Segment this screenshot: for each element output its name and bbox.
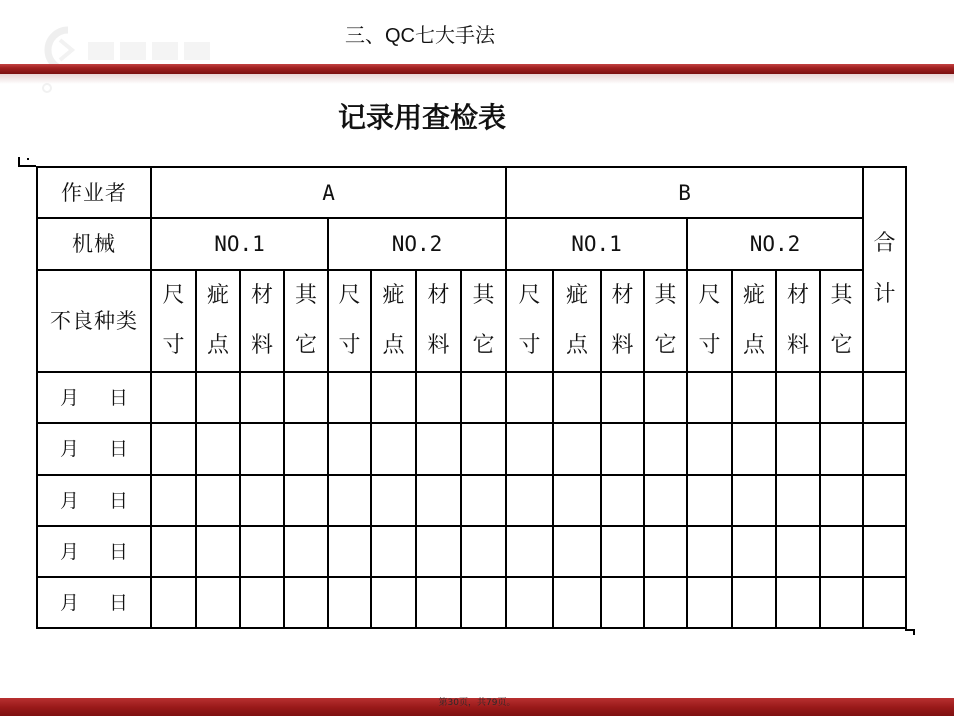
tally-cell bbox=[820, 423, 863, 475]
tally-cell bbox=[506, 423, 553, 475]
tally-cell bbox=[240, 372, 284, 423]
table-row bbox=[37, 475, 906, 526]
tally-cell bbox=[644, 577, 687, 628]
tally-cell bbox=[416, 475, 461, 526]
defect-material: 材 料 bbox=[240, 270, 284, 372]
tally-cell bbox=[553, 475, 601, 526]
tally-cell bbox=[371, 423, 416, 475]
tally-cell bbox=[687, 372, 732, 423]
tally-cell bbox=[776, 475, 820, 526]
machine-row bbox=[37, 218, 906, 270]
tally-cell bbox=[732, 526, 776, 577]
table-row bbox=[37, 577, 906, 628]
day-label: 日 bbox=[109, 438, 129, 460]
tally-cell bbox=[371, 526, 416, 577]
date-cell bbox=[37, 577, 151, 628]
tally-cell bbox=[506, 372, 553, 423]
tally-cell bbox=[416, 577, 461, 628]
defect-flaw: 疵 点 bbox=[553, 270, 601, 372]
tally-cell bbox=[553, 423, 601, 475]
date-cell bbox=[37, 372, 151, 423]
tally-cell bbox=[820, 526, 863, 577]
operator-b: B bbox=[506, 167, 863, 218]
operator-a: A bbox=[151, 167, 506, 218]
tally-cell bbox=[553, 372, 601, 423]
machine-b-no2: NO.2 bbox=[687, 218, 863, 270]
tally-cell bbox=[644, 526, 687, 577]
tally-cell bbox=[328, 423, 371, 475]
month-label: 月 bbox=[59, 591, 79, 614]
tally-cell bbox=[601, 577, 644, 628]
defect-size: 尺 寸 bbox=[328, 270, 371, 372]
day-label: 日 bbox=[109, 540, 129, 563]
total-cell bbox=[863, 526, 906, 577]
defect-material: 材 料 bbox=[776, 270, 820, 372]
tally-cell bbox=[820, 475, 863, 526]
machine-a-no1: NO.1 bbox=[151, 218, 328, 270]
tally-cell bbox=[151, 526, 196, 577]
defect-size: 尺 寸 bbox=[687, 270, 732, 372]
footer-bar bbox=[0, 698, 954, 716]
tally-cell bbox=[732, 475, 776, 526]
table-row bbox=[37, 372, 906, 423]
corner-mark-top-left-tick bbox=[18, 165, 36, 167]
tally-cell bbox=[461, 526, 506, 577]
defect-size: 尺 寸 bbox=[151, 270, 196, 372]
tally-cell bbox=[820, 577, 863, 628]
total-cell bbox=[863, 475, 906, 526]
tally-cell bbox=[284, 423, 328, 475]
operator-label: 作业者 bbox=[37, 167, 151, 218]
table-row bbox=[37, 526, 906, 577]
tally-cell bbox=[284, 577, 328, 628]
date-cell bbox=[37, 526, 151, 577]
tally-cell bbox=[196, 526, 240, 577]
tally-cell bbox=[776, 423, 820, 475]
tally-cell bbox=[687, 526, 732, 577]
defect-material: 材 料 bbox=[416, 270, 461, 372]
header-divider-shadow bbox=[0, 74, 954, 84]
month-label: 月 bbox=[59, 540, 79, 563]
tally-cell bbox=[371, 577, 416, 628]
defect-other: 其 它 bbox=[644, 270, 687, 372]
tally-cell bbox=[506, 577, 553, 628]
tally-cell bbox=[601, 372, 644, 423]
tally-cell bbox=[416, 372, 461, 423]
tally-cell bbox=[196, 372, 240, 423]
tally-cell bbox=[328, 372, 371, 423]
tally-cell bbox=[644, 475, 687, 526]
tally-cell bbox=[151, 423, 196, 475]
tally-cell bbox=[196, 577, 240, 628]
tally-cell bbox=[240, 423, 284, 475]
tally-cell bbox=[151, 372, 196, 423]
defect-size: 尺 寸 bbox=[506, 270, 553, 372]
tally-cell bbox=[328, 577, 371, 628]
date-cell bbox=[37, 475, 151, 526]
tally-cell bbox=[732, 423, 776, 475]
tally-cell bbox=[284, 475, 328, 526]
tally-cell bbox=[240, 475, 284, 526]
tally-cell bbox=[732, 577, 776, 628]
tally-cell bbox=[416, 526, 461, 577]
month-label: 月 bbox=[59, 386, 79, 409]
tally-cell bbox=[644, 423, 687, 475]
tally-cell bbox=[328, 526, 371, 577]
page-info: 第30页，共79页。 bbox=[438, 698, 516, 708]
defect-flaw: 疵 点 bbox=[196, 270, 240, 372]
tally-cell bbox=[601, 475, 644, 526]
corner-mark-bottom-right-tick bbox=[913, 629, 915, 635]
tally-cell bbox=[776, 577, 820, 628]
machine-b-no1: NO.1 bbox=[506, 218, 687, 270]
header-divider-bar bbox=[0, 64, 954, 74]
tally-cell bbox=[776, 526, 820, 577]
tally-cell bbox=[196, 423, 240, 475]
defect-label: 不良种类 bbox=[37, 270, 151, 372]
defect-flaw: 疵 点 bbox=[732, 270, 776, 372]
total-cell bbox=[863, 372, 906, 423]
month-label: 月 bbox=[59, 438, 79, 460]
check-sheet-table bbox=[36, 166, 907, 629]
day-label: 日 bbox=[109, 489, 129, 512]
tally-cell bbox=[601, 423, 644, 475]
tally-cell bbox=[240, 526, 284, 577]
total-cell bbox=[863, 423, 906, 475]
defect-other: 其 它 bbox=[284, 270, 328, 372]
tally-cell bbox=[687, 423, 732, 475]
tally-cell bbox=[776, 372, 820, 423]
tally-cell bbox=[416, 423, 461, 475]
tally-cell bbox=[644, 372, 687, 423]
tally-cell bbox=[687, 577, 732, 628]
defect-other: 其 它 bbox=[461, 270, 506, 372]
total-label-bottom: 计 bbox=[873, 282, 896, 307]
table-row bbox=[37, 423, 906, 475]
tally-cell bbox=[151, 577, 196, 628]
defect-other: 其 它 bbox=[820, 270, 863, 372]
tally-cell bbox=[732, 372, 776, 423]
tally-cell bbox=[461, 372, 506, 423]
tally-cell bbox=[240, 577, 284, 628]
tally-cell bbox=[284, 526, 328, 577]
tally-cell bbox=[328, 475, 371, 526]
tally-cell bbox=[461, 577, 506, 628]
machine-label: 机械 bbox=[37, 218, 151, 270]
tally-cell bbox=[371, 372, 416, 423]
tally-cell bbox=[151, 475, 196, 526]
tally-cell bbox=[461, 475, 506, 526]
total-header bbox=[863, 167, 906, 372]
tally-cell bbox=[553, 526, 601, 577]
tally-cell bbox=[553, 577, 601, 628]
tally-cell bbox=[284, 372, 328, 423]
operator-row bbox=[37, 167, 906, 218]
total-label-top: 合 bbox=[873, 231, 896, 256]
total-cell bbox=[863, 577, 906, 628]
tally-cell bbox=[461, 423, 506, 475]
date-cell bbox=[37, 423, 151, 475]
corner-mark-dot bbox=[27, 158, 29, 160]
tally-cell bbox=[601, 526, 644, 577]
defect-flaw: 疵 点 bbox=[371, 270, 416, 372]
day-label: 日 bbox=[109, 386, 129, 409]
day-label: 日 bbox=[109, 591, 129, 614]
tally-cell bbox=[506, 475, 553, 526]
defect-type-row bbox=[37, 270, 906, 372]
tally-cell bbox=[820, 372, 863, 423]
section-title: 三、QC七大手法 bbox=[345, 25, 495, 47]
tally-cell bbox=[687, 475, 732, 526]
month-label: 月 bbox=[59, 489, 79, 512]
tally-cell bbox=[371, 475, 416, 526]
machine-a-no2: NO.2 bbox=[328, 218, 506, 270]
defect-material: 材 料 bbox=[601, 270, 644, 372]
tally-cell bbox=[506, 526, 553, 577]
slide-title: 记录用查检表 bbox=[337, 101, 506, 134]
tally-cell bbox=[196, 475, 240, 526]
